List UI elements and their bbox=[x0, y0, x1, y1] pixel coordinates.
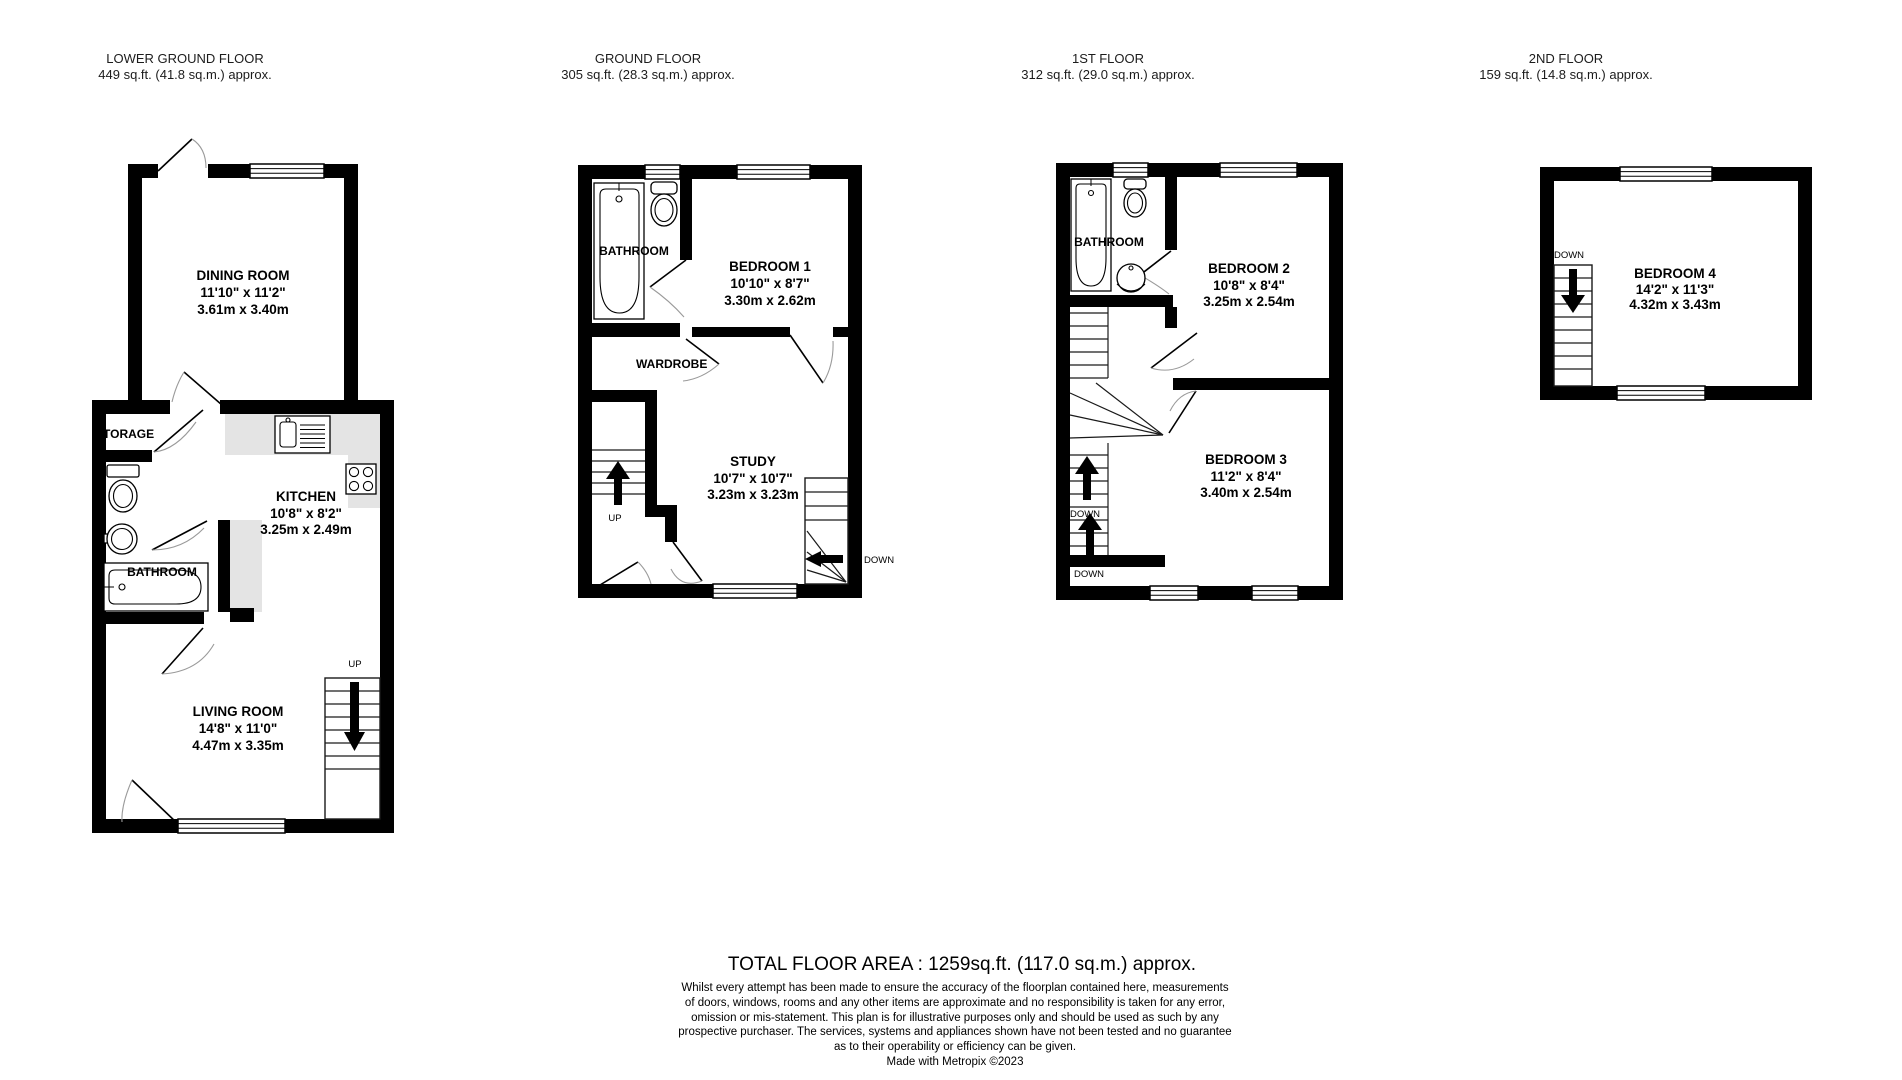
room-label-bedroom2: BEDROOM 2 bbox=[1208, 261, 1290, 276]
room-dims-imperial: 10'8" x 8'4" bbox=[1213, 278, 1285, 293]
staircase-up bbox=[592, 450, 645, 505]
disclaimer-line: Whilst every attempt has been made to ensure the accuracy of the floorplan contained here, measurements bbox=[681, 982, 1229, 994]
floor-header-second bbox=[1479, 51, 1652, 82]
floor-area: 305 sq.ft. (28.3 sq.m.) approx. bbox=[561, 66, 735, 82]
room-dims-metric: 4.32m x 3.43m bbox=[1629, 297, 1721, 312]
room-label-bedroom4: BEDROOM 4 bbox=[1634, 266, 1716, 281]
floorplan-ground bbox=[578, 165, 898, 610]
door-arc bbox=[1140, 251, 1197, 433]
room-label-living: LIVING ROOM bbox=[192, 704, 284, 719]
room-dims-metric: 3.25m x 2.49m bbox=[260, 522, 352, 537]
room-dims-metric: 3.40m x 2.54m bbox=[1200, 485, 1292, 500]
floorplan-second bbox=[1540, 167, 1830, 407]
kitchen-sink-icon bbox=[275, 416, 330, 453]
room-label-bathroom: BATHROOM bbox=[599, 244, 669, 258]
room-dims-metric: 3.30m x 2.62m bbox=[724, 293, 816, 308]
stairs-down-label: DOWN bbox=[1069, 509, 1101, 520]
stairs-down-label: DOWN bbox=[1073, 569, 1105, 580]
disclaimer-line: omission or mis-statement. This plan is for illustrative purposes only and should be used as such by any bbox=[691, 1011, 1219, 1024]
room-label-bathroom: BATHROOM bbox=[127, 565, 197, 579]
stairs-down-label: DOWN bbox=[864, 555, 895, 566]
room-label-dining: DINING ROOM bbox=[196, 268, 290, 283]
floor-title: LOWER GROUND FLOOR bbox=[106, 51, 264, 66]
toilet-icon bbox=[1124, 179, 1146, 217]
floorplan-lower-ground bbox=[88, 150, 408, 850]
room-dims-imperial: 14'8" x 11'0" bbox=[198, 721, 278, 736]
room-dims-imperial: 10'8" x 8'2" bbox=[270, 506, 342, 521]
room-dims-imperial: 11'10" x 11'2" bbox=[200, 285, 286, 300]
disclaimer-line: of doors, windows, rooms and any other items are approximate and no responsibility is taken for any error, bbox=[684, 996, 1226, 1009]
hob-icon bbox=[346, 464, 376, 494]
floor-header-first bbox=[1021, 51, 1194, 82]
floor-title: GROUND FLOOR bbox=[594, 51, 702, 66]
pedestal-sink-icon bbox=[1117, 264, 1145, 292]
stairs-down-label: DOWN bbox=[1553, 250, 1585, 261]
room-label-bedroom3: BEDROOM 3 bbox=[1205, 452, 1287, 467]
floor-header-lower-ground bbox=[98, 51, 271, 82]
staircase bbox=[325, 678, 380, 819]
room-dims-metric: 4.47m x 3.35m bbox=[192, 738, 284, 753]
disclaimer bbox=[678, 981, 1231, 1070]
room-label-study: STUDY bbox=[730, 454, 776, 469]
toilet-icon bbox=[651, 182, 677, 226]
room-dims-imperial: 10'7" x 10'7" bbox=[713, 471, 793, 486]
pedestal-sink-icon bbox=[104, 524, 137, 554]
disclaimer-line: prospective purchaser. The services, systems and appliances shown have not been tested and no guarantee bbox=[678, 1026, 1232, 1039]
floor-title: 1ST FLOOR bbox=[1071, 51, 1145, 66]
room-dims-metric: 3.23m x 3.23m bbox=[707, 487, 799, 502]
floor-header-ground bbox=[561, 51, 734, 82]
total-floor-area: TOTAL FLOOR AREA : 1259sq.ft. (117.0 sq.m.) approx. bbox=[727, 954, 1197, 975]
floor-area: 449 sq.ft. (41.8 sq.m.) approx. bbox=[98, 66, 272, 82]
staircase-down bbox=[805, 478, 848, 584]
disclaimer-line: as to their operability or efficiency can be given. bbox=[833, 1041, 1077, 1054]
stairs-up-label: UP bbox=[348, 659, 362, 670]
room-label-kitchen: KITCHEN bbox=[276, 489, 336, 504]
toilet-icon bbox=[107, 465, 139, 512]
floorplan-first bbox=[1056, 163, 1376, 608]
room-dims-imperial: 10'10" x 8'7" bbox=[730, 276, 810, 291]
metropix-credit: Made with Metropix ©2023 bbox=[886, 1055, 1024, 1068]
staircase bbox=[1554, 265, 1592, 386]
floor-title: 2ND FLOOR bbox=[1528, 51, 1604, 66]
room-label-wardrobe: WARDROBE bbox=[636, 357, 708, 371]
room-label-storage: TORAGE bbox=[103, 427, 155, 441]
room-dims-imperial: 14'2" x 11'3" bbox=[1635, 282, 1715, 297]
floor-area: 312 sq.ft. (29.0 sq.m.) approx. bbox=[1021, 66, 1195, 82]
floor-area: 159 sq.ft. (14.8 sq.m.) approx. bbox=[1479, 66, 1653, 82]
stairs-up-label: UP bbox=[608, 513, 622, 524]
room-dims-imperial: 11'2" x 8'4" bbox=[1210, 469, 1282, 484]
room-label-bedroom1: BEDROOM 1 bbox=[729, 259, 811, 274]
room-dims-metric: 3.61m x 3.40m bbox=[197, 302, 289, 317]
room-label-bathroom: BATHROOM bbox=[1074, 235, 1144, 249]
room-dims-metric: 3.25m x 2.54m bbox=[1203, 294, 1295, 309]
